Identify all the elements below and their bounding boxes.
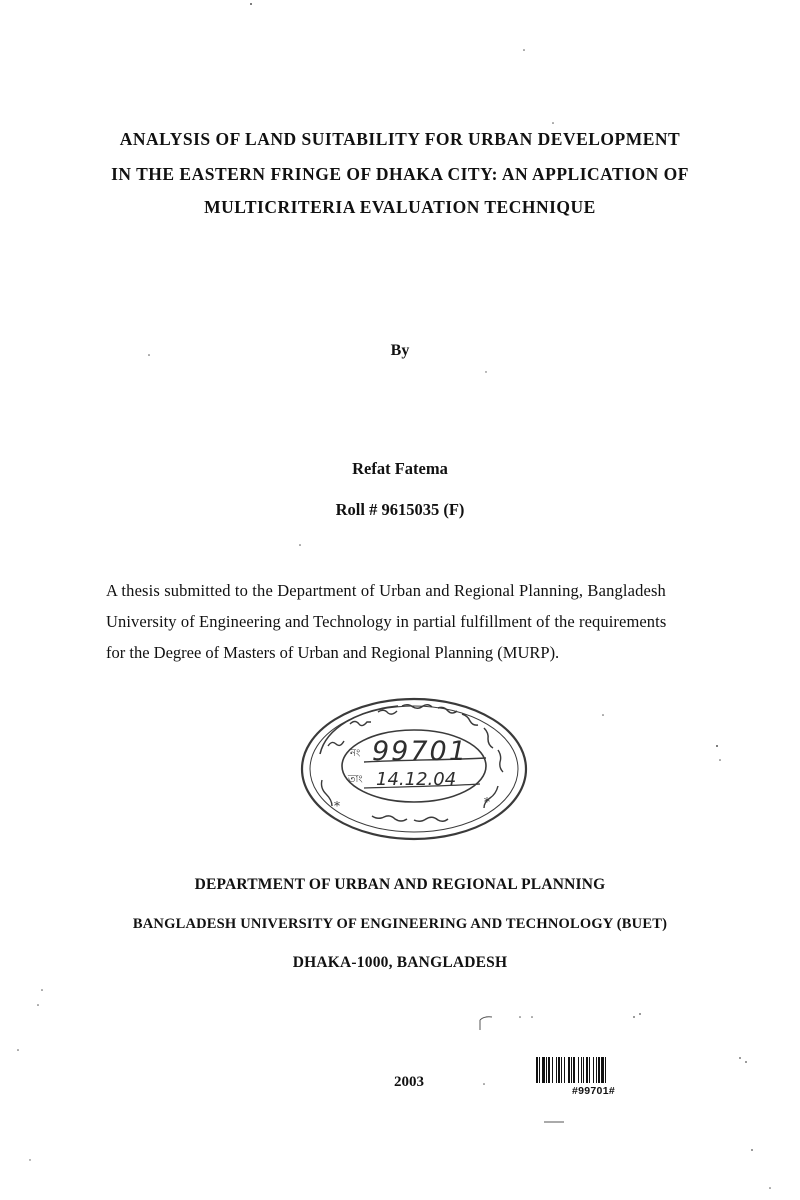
roll-number: Roll # 9615035 (F) <box>335 500 465 519</box>
barcode-label: #99701# <box>572 1085 615 1097</box>
svg-text:*: * <box>334 799 340 813</box>
author-name: Refat Fatema <box>352 459 448 478</box>
abstract-line-3: for the Degree of Masters of Urban and Regional Planning (MURP). <box>106 643 560 662</box>
svg-text:নং: নং <box>350 748 361 759</box>
submission-year: 2003 <box>394 1074 424 1090</box>
abstract-line-2: University of Engineering and Technology in partial fulfillment of the requirements <box>106 612 667 631</box>
department-line-2: BANGLADESH UNIVERSITY OF ENGINEERING AND TECHNOLOGY (BUET) <box>132 916 668 932</box>
svg-text:তাং: তাং <box>348 774 363 785</box>
abstract-line-1: A thesis submitted to the Department of Urban and Regional Planning, Bangladesh <box>106 581 666 600</box>
stamp-number: 99701 <box>372 736 468 767</box>
department-line-3: DHAKA-1000, BANGLADESH <box>292 954 508 971</box>
title-line-2: IN THE EASTERN FRINGE OF DHAKA CITY: AN APPLICATION OF <box>111 164 689 184</box>
barcode <box>536 1057 664 1083</box>
title-line-1: ANALYSIS OF LAND SUITABILITY FOR URBAN DEVELOPMENT <box>119 129 681 149</box>
department-line-1: DEPARTMENT OF URBAN AND REGIONAL PLANNING <box>194 876 606 893</box>
svg-text:*: * <box>484 795 490 809</box>
by-label: By <box>390 342 410 359</box>
title-line-3: MULTICRITERIA EVALUATION TECHNIQUE <box>204 197 596 217</box>
stamp-date: 14.12.04 <box>376 769 457 790</box>
library-stamp <box>298 694 530 844</box>
